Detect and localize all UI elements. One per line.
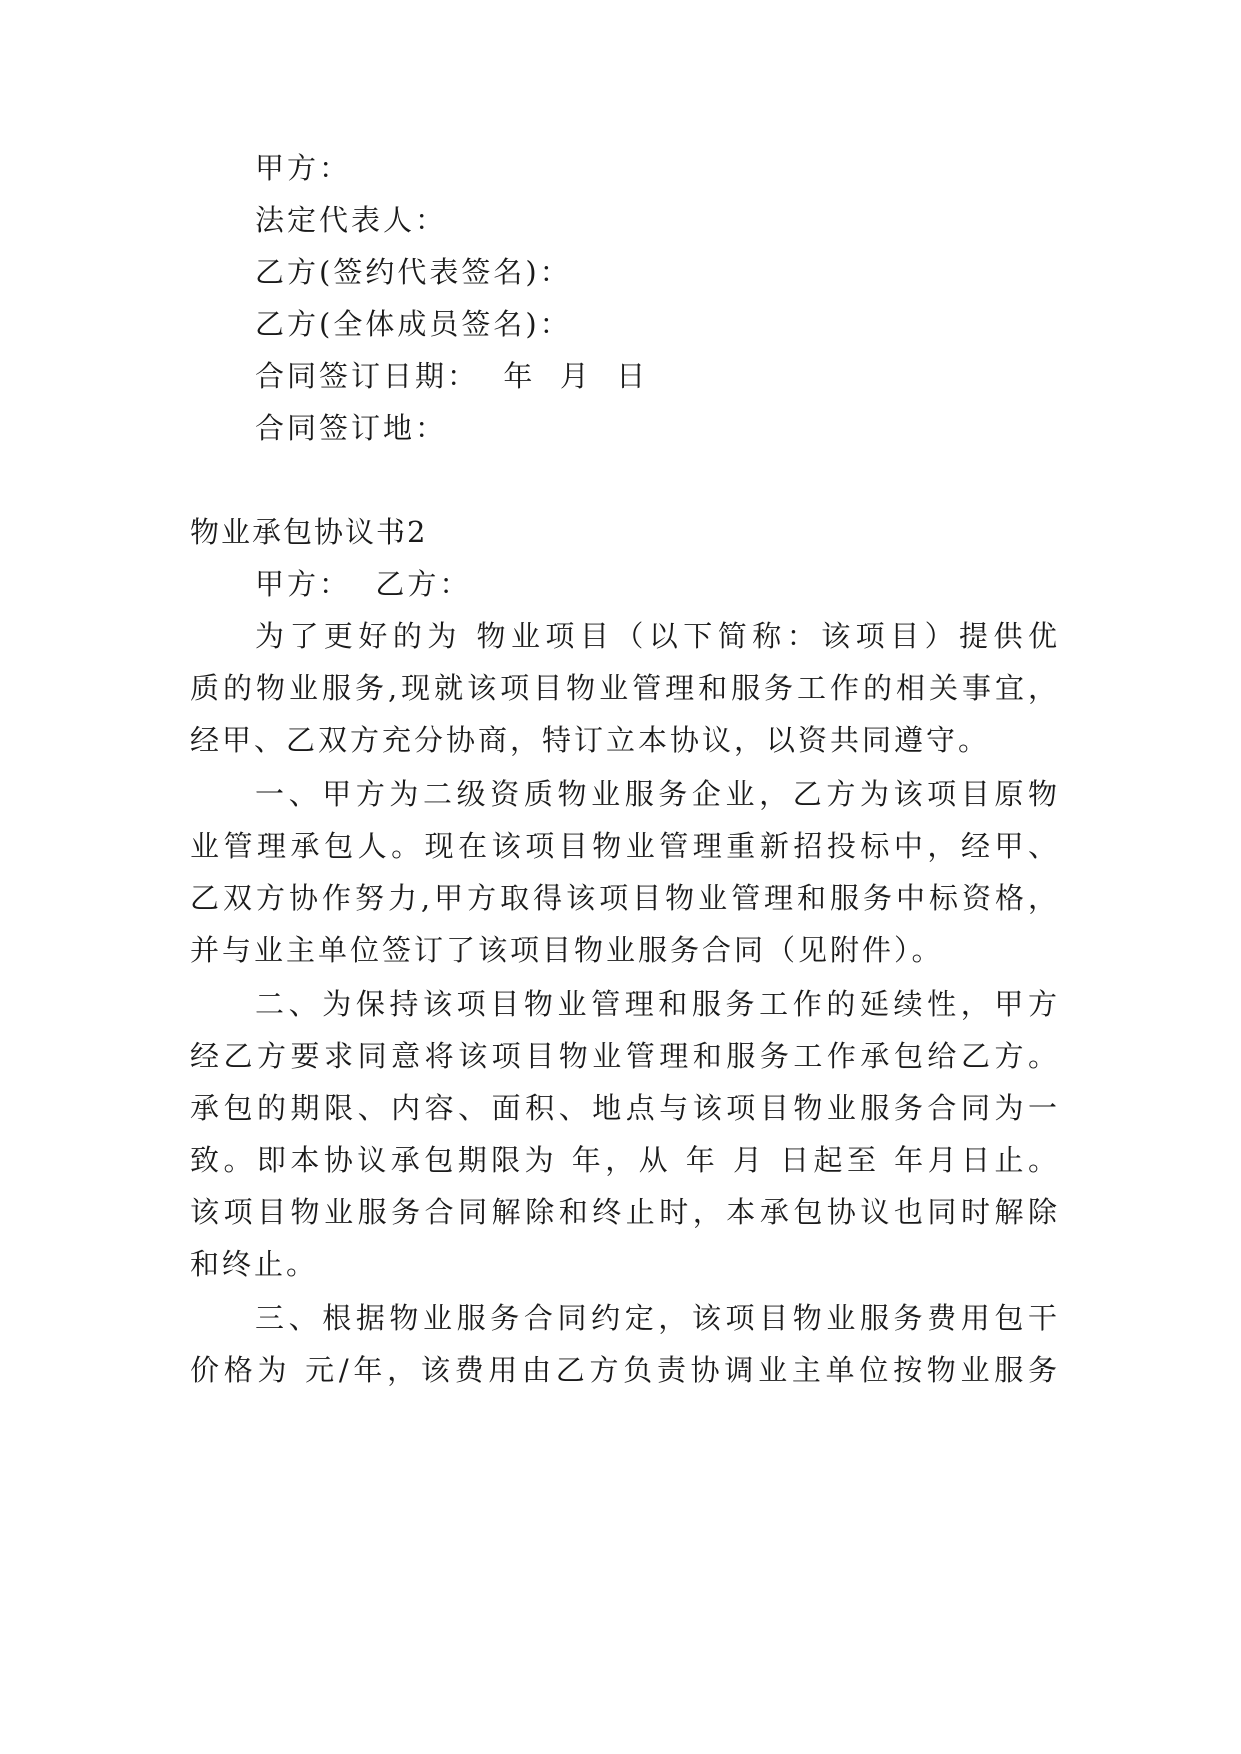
paragraph-line: 乙双方协作努力,甲方取得该项目物业管理和服务中标资格，: [190, 881, 1060, 915]
paragraph-line: 一、甲方为二级资质物业服务企业，乙方为该项目原物: [255, 777, 1060, 811]
paragraph-line: 和终止。: [190, 1247, 319, 1281]
signing-place-label: 合同签订地：: [255, 411, 448, 445]
paragraph-line: 经甲、乙双方充分协商，特订立本协议，以资共同遵守。: [190, 723, 991, 757]
party-b-signatory-label: 乙方(签约代表签名)：: [255, 255, 572, 289]
paragraph-line: 二、为保持该项目物业管理和服务工作的延续性，甲方: [255, 987, 1060, 1021]
paragraph-line: 承包的期限、内容、面积、地点与该项目物业服务合同为一: [190, 1091, 1060, 1125]
signing-date-label: 合同签订日期： 年 月 日: [255, 359, 649, 393]
agreement-parties: 甲方： 乙方：: [255, 567, 472, 601]
paragraph-line: 该项目物业服务合同解除和终止时，本承包协议也同时解除: [190, 1195, 1060, 1229]
paragraph-line: 业管理承包人。现在该项目物业管理重新招投标中，经甲、: [190, 829, 1060, 863]
paragraph-line: 价格为 元/年，该费用由乙方负责协调业主单位按物业服务: [190, 1353, 1060, 1387]
agreement-title: 物业承包协议书2: [190, 515, 428, 549]
party-a-label: 甲方：: [255, 151, 352, 185]
paragraph-line: 质的物业服务,现就该项目物业管理和服务工作的相关事宜，: [190, 671, 1060, 705]
party-b-members-label: 乙方(全体成员签名)：: [255, 307, 572, 341]
legal-representative-label: 法定代表人：: [255, 203, 448, 237]
paragraph-line: 致。即本协议承包期限为 年，从 年 月 日起至 年月日止。: [190, 1143, 1060, 1177]
paragraph-line: 三、根据物业服务合同约定，该项目物业服务费用包干: [255, 1301, 1060, 1335]
paragraph-line: 为了更好的为 物业项目（以下简称：该项目）提供优: [255, 619, 1060, 653]
paragraph-line: 经乙方要求同意将该项目物业管理和服务工作承包给乙方。: [190, 1039, 1060, 1073]
paragraph-line: 并与业主单位签订了该项目物业服务合同（见附件）。: [190, 933, 944, 967]
